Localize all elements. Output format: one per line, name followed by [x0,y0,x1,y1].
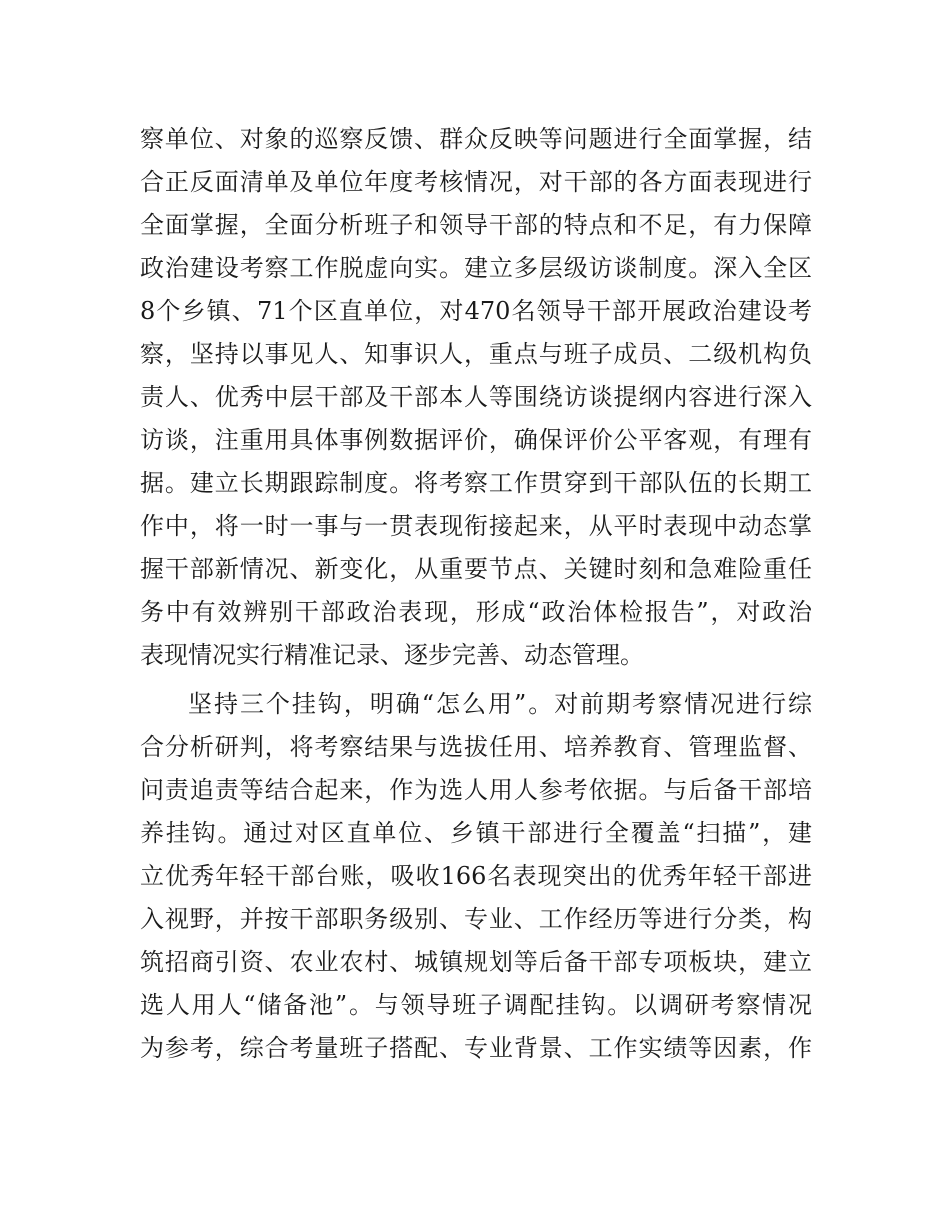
text-line: 坚持三个挂钩，明确“怎么用”。对前期考察情况进行综 [188,690,812,718]
text-line: 作中，将一时一事与一贯表现衔接起来，从平时表现中动态掌 [140,512,812,540]
text-line: 养挂钩。通过对区直单位、乡镇干部进行全覆盖“扫描”，建 [140,819,812,847]
text-line: 察单位、对象的巡察反馈、群众反映等问题进行全面掌握，结 [140,125,812,153]
text-line: 责人、优秀中层干部及干部本人等围绕访谈提纲内容进行深入 [140,383,812,411]
text-line: 入视野，并按干部职务级别、专业、工作经历等进行分类，构 [140,905,812,933]
text-line: 据。建立长期跟踪制度。将考察工作贯穿到干部队伍的长期工 [140,469,812,497]
text-line: 问责追责等结合起来，作为选人用人参考依据。与后备干部培 [140,776,812,804]
text-line: 为参考，综合考量班子搭配、专业背景、工作实绩等因素，作 [140,1034,812,1062]
text-line: 筑招商引资、农业农村、城镇规划等后备干部专项板块，建立 [140,948,812,976]
text-line: 握干部新情况、新变化，从重要节点、关键时刻和急难险重任 [140,555,812,583]
paragraph-1 [140,118,812,677]
text-line: 全面掌握，全面分析班子和领导干部的特点和不足，有力保障 [140,211,812,239]
text-line: 表现情况实行精准记录、逐步完善、动态管理。 [140,641,644,669]
text-line: 察，坚持以事见人、知事识人，重点与班子成员、二级机构负 [140,340,812,368]
text-line: 立优秀年轻干部台账，吸收166名表现突出的优秀年轻干部进 [140,862,812,890]
text-line: 访谈，注重用具体事例数据评价，确保评价公平客观，有理有 [140,426,812,454]
document-body [140,118,812,1070]
text-line: 合分析研判，将考察结果与选拔任用、培养教育、管理监督、 [140,733,812,761]
text-line: 政治建设考察工作脱虚向实。建立多层级访谈制度。深入全区 [140,254,812,282]
text-line: 务中有效辨别干部政治表现，形成“政治体检报告”，对政治 [140,598,812,626]
text-line: 选人用人“储备池”。与领导班子调配挂钩。以调研考察情况 [140,991,812,1019]
text-line: 合正反面清单及单位年度考核情况，对干部的各方面表现进行 [140,168,812,196]
paragraph-2 [140,683,812,1070]
text-line: 8个乡镇、71个区直单位，对470名领导干部开展政治建设考 [140,297,812,325]
